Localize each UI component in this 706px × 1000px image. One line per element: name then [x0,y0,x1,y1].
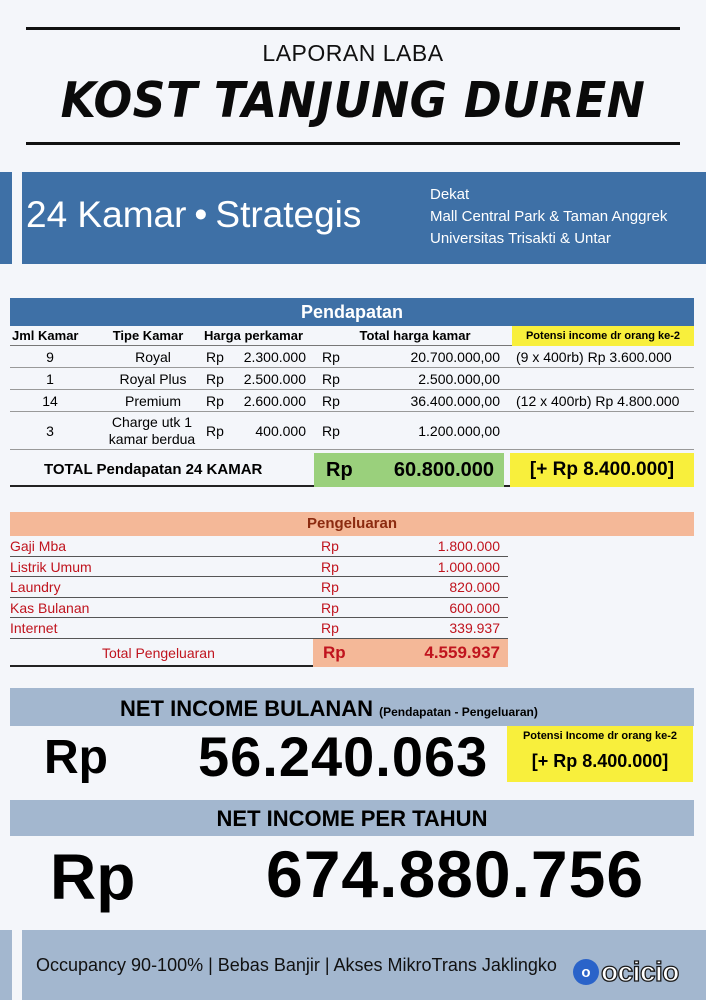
expense-name: Kas Bulanan [10,599,90,616]
income-total-currency: Rp [326,459,353,481]
nearby-locations [430,184,667,250]
table-row [10,412,694,450]
income-total-box [314,453,504,487]
table-row [10,368,694,390]
expense-currency: Rp [321,558,339,575]
cell-qty: 1 [46,370,54,387]
cell-rp: Rp [206,392,224,409]
table-row [10,346,694,368]
table-row [10,390,694,412]
income-column-headers [10,326,694,346]
cell-price: 2.500.000 [243,370,306,387]
ocicio-logo-icon: o [573,959,599,985]
cell-total: 20.700.000,00 [410,348,500,365]
cell-type: Premium [124,392,181,409]
footer-features: Occupancy 90-100% | Bebas Banjir | Akses MikroTrans Jaklingko [36,955,557,975]
watermark-text: ocicio [601,956,679,987]
net-yearly-bar: NET INCOME PER TAHUN [10,800,694,836]
income-heading: Pendapatan [10,298,694,326]
room-count: 24 Kamar [26,194,187,235]
nearby-item: Universitas Trisakti & Untar [430,230,611,247]
header-top-rule [26,27,680,30]
cell-price: 2.600.000 [243,392,306,409]
income-total-potensi: [+ Rp 8.400.000] [510,453,694,487]
expense-name: Internet [10,620,58,636]
expense-total-value: 4.559.937 [424,642,500,662]
col-header-qty: Jml Kamar [12,328,79,343]
net-monthly-formula: (Pendapatan - Pengeluaran) [379,705,538,719]
expense-currency: Rp [321,579,339,595]
cell-rp: Rp [322,348,340,365]
nearby-label: Dekat [430,186,470,203]
expense-value: 1.000.000 [437,558,500,575]
net-monthly-potensi-label: Potensi Income dr orang ke-2 [522,730,678,742]
net-monthly-title-text: NET INCOME BULANAN [120,696,373,721]
expense-value: 1.800.000 [437,538,500,554]
net-monthly-currency: Rp [44,731,108,784]
expense-name: Laundry [10,579,61,595]
report-title: KOST TANJUNG DUREN [60,72,646,129]
net-monthly-bar [10,688,694,726]
cell-price: 400.000 [255,422,306,439]
net-yearly-currency: Rp [50,841,136,913]
expense-total-label: Total Pengeluaran [102,644,215,661]
cell-rp: Rp [322,422,340,439]
table-row [10,557,508,578]
cell-total: 2.500.000,00 [418,370,500,387]
expense-value: 339.937 [449,620,500,636]
header-bottom-rule [26,142,680,145]
cell-rp: Rp [206,348,224,365]
bullet-separator: • [194,194,208,235]
report-subtitle: LAPORAN LABA [262,40,444,66]
cell-rp: Rp [322,370,340,387]
info-banner [0,172,706,264]
nearby-item: Mall Central Park & Taman Anggrek [430,208,668,225]
cell-price: 2.300.000 [243,348,306,365]
expense-total-currency: Rp [323,642,346,662]
income-table [10,298,694,487]
expense-total-box [313,639,508,667]
cell-type: Royal Plus [119,370,187,387]
cell-qty: 3 [46,422,54,439]
expense-currency: Rp [321,599,339,616]
col-header-potensi: Potensi income dr orang ke-2 [512,326,694,346]
cell-potensi: (9 x 400rb) Rp 3.600.000 [516,348,672,365]
net-monthly-potensi-box [507,726,693,782]
banner-tagline: Strategis [215,194,362,235]
table-row [10,536,508,557]
col-header-type: Tipe Kamar [112,328,184,343]
col-header-price: Harga perkamar [204,328,303,343]
net-yearly-value: 674.880.756 [266,837,645,911]
footer-accent-bar [0,930,12,1000]
cell-potensi: (12 x 400rb) Rp 4.800.000 [516,392,680,409]
cell-qty: 9 [46,348,54,365]
expense-name: Listrik Umum [10,558,92,575]
banner-body [22,172,706,264]
income-total-value: 60.800.000 [393,459,494,481]
banner-accent-bar [0,172,12,264]
cell-rp: Rp [322,392,340,409]
expense-value: 820.000 [449,579,500,595]
col-header-total: Total harga kamar [359,328,471,343]
cell-total: 36.400.000,00 [410,392,500,409]
income-total-row [10,453,694,487]
cell-rp: Rp [206,422,224,439]
expense-table [10,512,694,667]
net-monthly-potensi-value: [+ Rp 8.400.000] [531,751,669,771]
expense-heading: Pengeluaran [10,512,694,536]
cell-rp: Rp [206,370,224,387]
expense-name: Gaji Mba [10,538,67,554]
net-monthly-title [120,696,538,722]
banner-headline [26,194,361,236]
table-row [10,577,508,598]
cell-total: 1.200.000,00 [418,422,500,439]
income-total-label: TOTAL Pendapatan 24 KAMAR [44,461,263,478]
watermark-logo [573,956,679,988]
net-monthly-value: 56.240.063 [198,725,489,788]
expense-currency: Rp [321,620,339,636]
table-row [10,618,508,639]
cell-qty: 14 [42,392,58,409]
cell-type: Charge utk 1 kamar berdua [108,413,196,447]
table-row [10,598,508,619]
expense-currency: Rp [321,538,339,554]
cell-type: Royal [135,348,171,365]
expense-value: 600.000 [449,599,500,616]
expense-total-row [10,639,508,667]
